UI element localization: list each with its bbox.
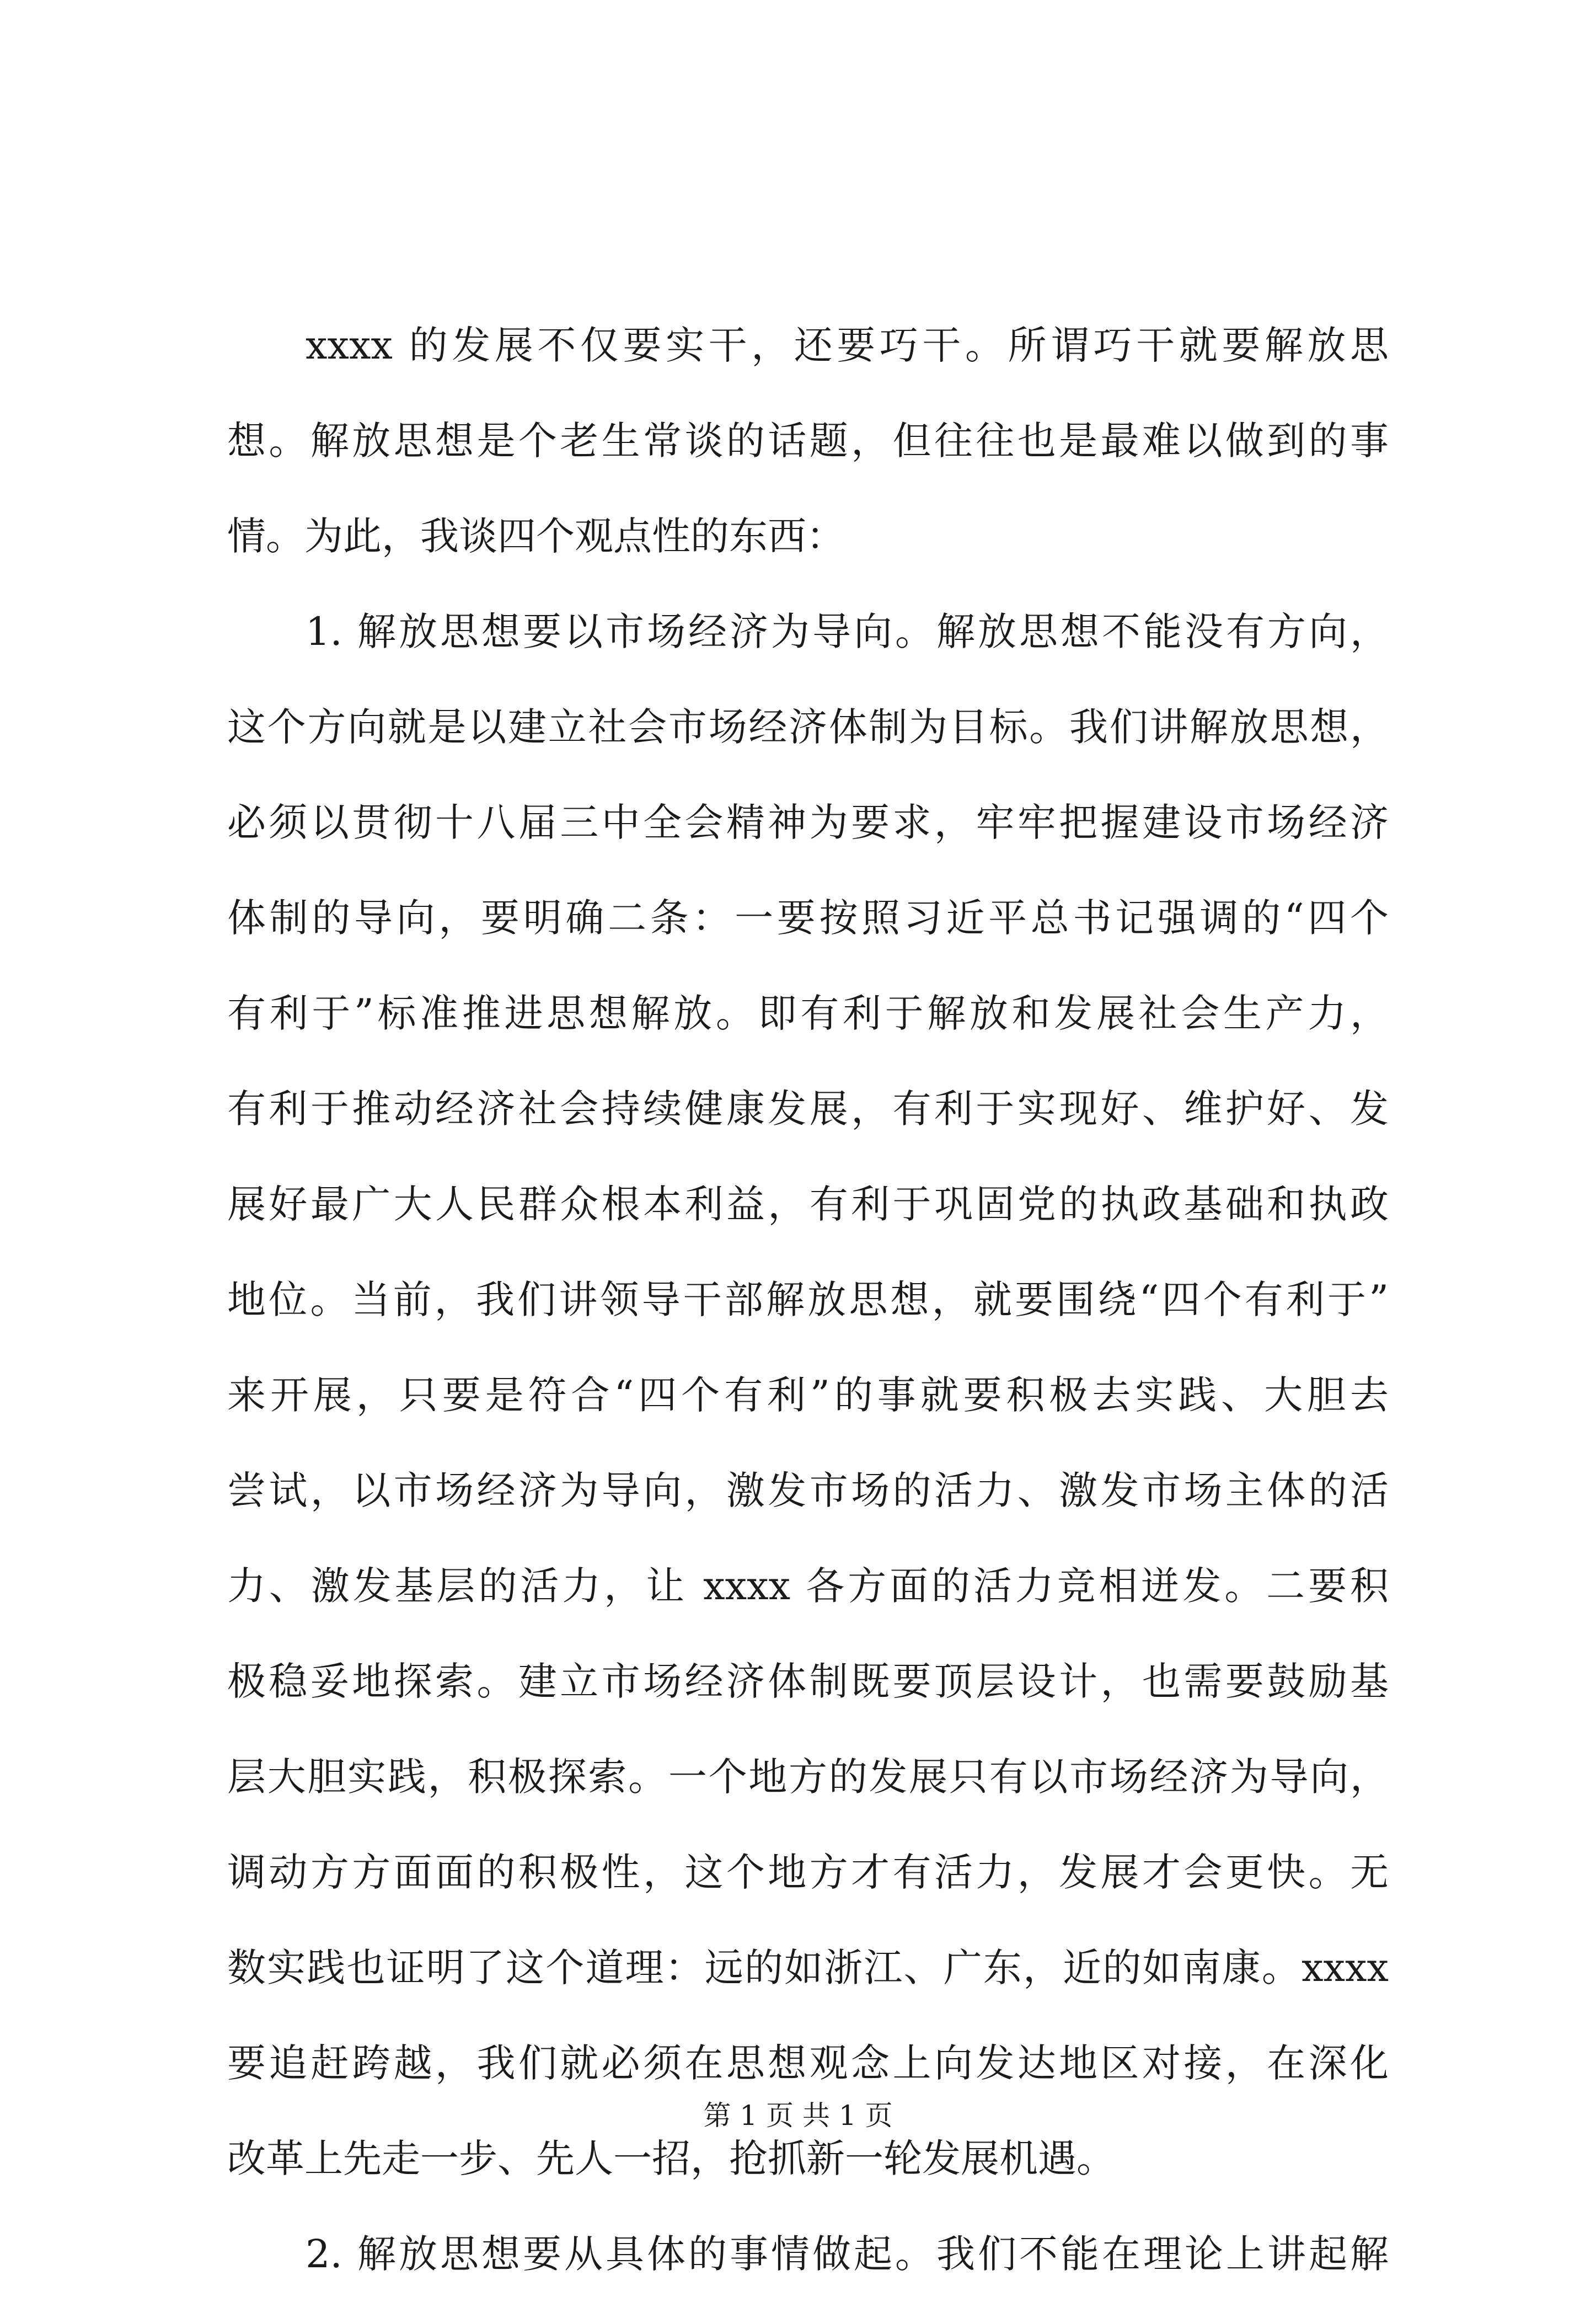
text-line: 层大胆实践，积极探索。一个地方的发展只有以市场经济为导向， [227,1754,1389,1799]
text-line: 极稳妥地探索。建立市场经济体制既要顶层设计，也需要鼓励基 [227,1659,1389,1704]
text-line: 来开展，只要是符合“四个有利”的事就要积极去实践、大胆去 [227,1372,1389,1418]
text-line: 要追赶跨越，我们就必须在思想观念上向发达地区对接，在深化 [227,2041,1389,2086]
text-line: 体制的导向，要明确二条：一要按照习近平总书记强调的“四个 [227,895,1389,941]
text-line: 2. 解放思想要从具体的事情做起。我们不能在理论上讲起解 [306,2231,1389,2277]
text-line: 改革上先走一步、先人一招，抢抓新一轮发展机遇。 [227,2136,1115,2181]
page-footer: 第 1 页 共 1 页 [703,2100,893,2132]
text-line: 必须以贯彻十八届三中全会精神为要求，牢牢把握建设市场经济 [227,800,1389,845]
text-line: 数实践也证明了这个道理：远的如浙江、广东，近的如南康。xxxx [227,1945,1389,1990]
text-line: 展好最广大人民群众根本利益，有利于巩固党的执政基础和执政 [227,1182,1389,1227]
body-text [227,298,1389,2302]
text-line: 这个方向就是以建立社会市场经济体制为目标。我们讲解放思想， [227,704,1389,750]
text-line: 想。解放思想是个老生常谈的话题，但往往也是最难以做到的事 [227,418,1389,463]
text-line: 1. 解放思想要以市场经济为导向。解放思想不能没有方向， [306,609,1389,654]
text-line: 有利于”标准推进思想解放。即有利于解放和发展社会生产力， [227,991,1389,1036]
text-line: xxxx 的发展不仅要实干，还要巧干。所谓巧干就要解放思 [306,323,1389,368]
text-line: 有利于推动经济社会持续健康发展，有利于实现好、维护好、发 [227,1086,1389,1131]
text-line: 力、激发基层的活力，让 xxxx 各方面的活力竞相迸发。二要积 [227,1563,1389,1609]
text-line: 调动方方面面的积极性，这个地方才有活力，发展才会更快。无 [227,1850,1389,1895]
text-line: 地位。当前，我们讲领导干部解放思想，就要围绕“四个有利于” [227,1277,1389,1322]
text-line: 尝试，以市场经济为导向，激发市场的活力、激发市场主体的活 [227,1468,1389,1513]
text-line: 情。为此，我谈四个观点性的东西： [227,514,845,559]
